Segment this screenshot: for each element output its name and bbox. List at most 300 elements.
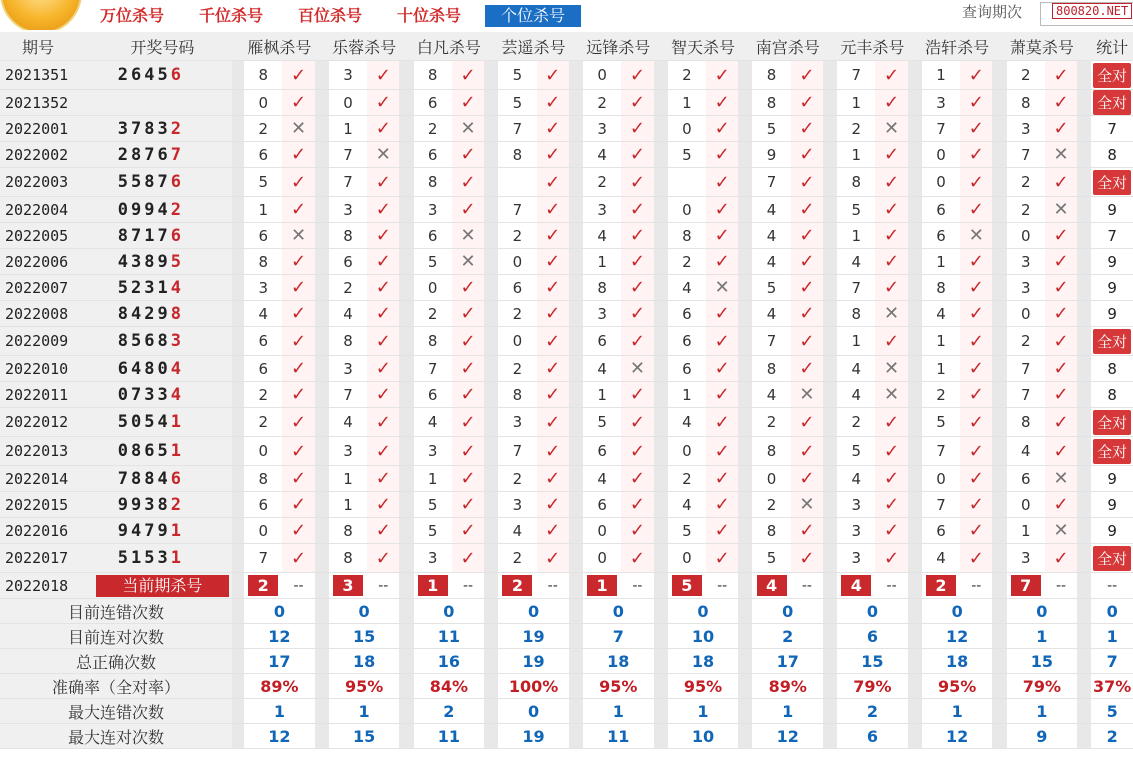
summary-value: 15 (329, 624, 400, 649)
correct-mark-icon (875, 544, 907, 573)
site-logo[interactable] (0, 0, 82, 30)
column-gap (315, 466, 329, 492)
summary-value: 0 (498, 599, 569, 624)
period-cell: 2022003 (0, 168, 93, 197)
column-gap (908, 437, 922, 466)
kill-number-cell: 7 (329, 142, 367, 168)
check-icon: ✓ (629, 303, 645, 324)
correct-mark-icon (875, 518, 907, 544)
kill-number-cell: 1 (837, 223, 875, 249)
kill-number-cell: 7 (414, 356, 452, 382)
header-period: 期号 (0, 32, 93, 61)
column-gap (654, 301, 668, 327)
correct-mark-icon (621, 168, 653, 197)
column-gap (569, 674, 583, 699)
correct-mark-icon (621, 382, 653, 408)
header-expert[interactable]: 乐蓉杀号 (329, 32, 400, 61)
tab-shi-kill[interactable]: 十位杀号 (397, 6, 462, 25)
check-icon: ✓ (460, 411, 476, 433)
column-gap (823, 223, 837, 249)
check-icon: ✓ (884, 440, 900, 462)
column-gap (315, 599, 329, 624)
check-icon: ✓ (968, 440, 984, 462)
column-gap (738, 649, 752, 674)
summary-value: 0 (414, 599, 485, 624)
draw-number-cell (93, 327, 232, 356)
cross-icon: ✕ (629, 358, 645, 379)
check-icon: ✓ (799, 411, 815, 433)
wrong-mark-icon (1045, 466, 1077, 492)
column-gap (569, 197, 583, 223)
all-correct-badge[interactable]: 全对 (1093, 329, 1131, 354)
column-gap (992, 356, 1006, 382)
correct-mark-icon (875, 275, 907, 301)
column-gap (823, 518, 837, 544)
correct-mark-icon (452, 197, 484, 223)
period-cell: 2022013 (0, 437, 93, 466)
column-gap (232, 116, 244, 142)
column-gap (992, 249, 1006, 275)
tab-ge-kill[interactable]: 个位杀号 (485, 5, 581, 27)
summary-value: 84% (414, 674, 485, 699)
kill-number-cell: 3 (329, 437, 367, 466)
correct-mark-icon (791, 356, 823, 382)
summary-row (0, 674, 1133, 699)
check-icon: ✓ (884, 251, 900, 272)
column-gap (908, 544, 922, 573)
column-gap (823, 275, 837, 301)
header-expert[interactable]: 元丰杀号 (837, 32, 908, 61)
summary-value: 79% (837, 674, 908, 699)
check-icon: ✓ (375, 440, 391, 462)
correct-mark-icon (367, 382, 399, 408)
kill-number-cell: 6 (414, 142, 452, 168)
column-gap (569, 599, 583, 624)
column-gap (1077, 356, 1091, 382)
correct-mark-icon (1045, 301, 1077, 327)
correct-mark-icon (706, 408, 738, 437)
tab-qian-kill[interactable]: 千位杀号 (199, 6, 264, 25)
check-icon: ✓ (460, 64, 476, 86)
check-icon: ✓ (1053, 64, 1069, 86)
kill-number-cell: 1 (244, 197, 282, 223)
cross-icon: ✕ (884, 118, 900, 139)
check-icon: ✓ (884, 330, 900, 352)
stat-cell: 8 (1091, 142, 1133, 168)
all-correct-badge[interactable]: 全对 (1093, 546, 1131, 571)
kill-number-cell: 7 (1007, 142, 1045, 168)
kill-number-cell: 5 (752, 116, 790, 142)
correct-mark-icon (367, 197, 399, 223)
check-icon: ✓ (375, 494, 391, 515)
column-gap (908, 492, 922, 518)
kill-number-cell: 6 (668, 356, 706, 382)
summary-value-total: 1 (1091, 624, 1133, 649)
check-icon: ✓ (460, 520, 476, 541)
kill-number-cell: 3 (837, 518, 875, 544)
draw-number-digits: 9938 (117, 494, 171, 515)
header-expert[interactable]: 南宫杀号 (752, 32, 823, 61)
correct-mark-icon (791, 466, 823, 492)
table-row (0, 492, 1133, 518)
check-icon: ✓ (714, 171, 730, 193)
correct-mark-icon (791, 301, 823, 327)
check-icon: ✓ (460, 171, 476, 193)
correct-mark-icon (282, 492, 314, 518)
correct-mark-icon (706, 327, 738, 356)
stat-cell: 9 (1091, 197, 1133, 223)
correct-mark-icon (706, 518, 738, 544)
kill-number-cell: 2 (498, 223, 536, 249)
correct-mark-icon (960, 492, 992, 518)
kill-number-cell: 3 (1007, 116, 1045, 142)
check-icon: ✓ (291, 144, 307, 165)
current-kill-button[interactable]: 当前期杀号 (96, 575, 229, 597)
correct-mark-icon (875, 437, 907, 466)
check-icon: ✓ (799, 225, 815, 246)
kill-number-cell: 3 (329, 197, 367, 223)
table-row (0, 466, 1133, 492)
check-icon: ✓ (714, 303, 730, 324)
correct-mark-icon (452, 142, 484, 168)
column-gap (232, 674, 244, 699)
check-icon: ✓ (291, 64, 307, 86)
correct-mark-icon (452, 437, 484, 466)
stat-cell: 8 (1091, 356, 1133, 382)
kill-number-cell: 4 (752, 301, 790, 327)
wrong-mark-icon (1045, 197, 1077, 223)
column-gap (315, 168, 329, 197)
kill-number-cell: 1 (922, 249, 960, 275)
column-gap (232, 301, 244, 327)
check-icon: ✓ (375, 118, 391, 139)
check-icon: ✓ (714, 92, 730, 113)
stat-cell (1091, 408, 1133, 437)
check-icon: ✓ (884, 199, 900, 220)
check-icon: ✓ (545, 411, 561, 433)
column-gap (484, 518, 498, 544)
check-icon: ✓ (714, 358, 730, 379)
column-gap (992, 142, 1006, 168)
kill-number-cell: 6 (244, 223, 282, 249)
column-gap (992, 168, 1006, 197)
column-gap (992, 724, 1006, 749)
summary-label: 总正确次数 (0, 649, 232, 674)
column-gap (232, 61, 244, 90)
kill-number-cell: 1 (668, 382, 706, 408)
correct-mark-icon (960, 544, 992, 573)
column-gap (738, 492, 752, 518)
correct-mark-icon (537, 223, 569, 249)
column-gap (908, 90, 922, 116)
column-gap (738, 544, 752, 573)
correct-mark-icon (621, 61, 653, 90)
column-gap (823, 142, 837, 168)
cross-icon: ✕ (460, 118, 476, 139)
cross-icon: ✕ (291, 118, 307, 139)
column-gap (569, 408, 583, 437)
column-gap (1077, 61, 1091, 90)
kill-number-cell: 6 (1007, 466, 1045, 492)
column-gap (823, 624, 837, 649)
summary-value: 12 (922, 724, 993, 749)
check-icon: ✓ (545, 494, 561, 515)
draw-number-last-digit: 6 (170, 172, 184, 192)
tab-bai-kill[interactable]: 百位杀号 (298, 6, 363, 25)
stat-cell (1091, 168, 1133, 197)
check-icon: ✓ (629, 520, 645, 541)
kill-number-cell: 1 (668, 90, 706, 116)
column-gap (484, 674, 498, 699)
all-correct-badge[interactable]: 全对 (1093, 439, 1131, 464)
stat-cell (1091, 327, 1133, 356)
period-cell: 2022016 (0, 518, 93, 544)
kill-number-cell: 3 (1007, 275, 1045, 301)
column-gap (315, 674, 329, 699)
site-watermark: 800820.NET (1052, 3, 1132, 19)
column-gap (232, 90, 244, 116)
summary-row (0, 599, 1133, 624)
check-icon: ✓ (375, 199, 391, 220)
column-gap (484, 197, 498, 223)
check-icon: ✓ (714, 144, 730, 165)
summary-value: 18 (329, 649, 400, 674)
kill-number-cell: 5 (583, 408, 621, 437)
summary-value-total: 5 (1091, 699, 1133, 724)
check-icon: ✓ (460, 358, 476, 379)
column-gap (654, 61, 668, 90)
table-row (0, 223, 1133, 249)
kill-number-cell: 4 (837, 356, 875, 382)
column-gap (232, 249, 244, 275)
kill-number-cell: 1 (583, 382, 621, 408)
check-icon: ✓ (375, 277, 391, 298)
correct-mark-icon (537, 142, 569, 168)
kill-number-cell: 1 (922, 327, 960, 356)
check-icon: ✓ (375, 547, 391, 569)
kill-number-cell: 2 (498, 301, 536, 327)
check-icon: ✓ (629, 547, 645, 569)
kill-number-cell: 8 (414, 327, 452, 356)
correct-mark-icon (706, 90, 738, 116)
check-icon: ✓ (968, 199, 984, 220)
current-kill-cell (752, 573, 790, 599)
check-icon: ✓ (629, 411, 645, 433)
cross-icon: ✕ (799, 494, 815, 515)
check-icon: ✓ (968, 171, 984, 193)
column-gap (823, 249, 837, 275)
column-gap (908, 168, 922, 197)
kill-number-cell: 0 (583, 61, 621, 90)
kill-number-cell: 7 (752, 168, 790, 197)
column-gap (569, 168, 583, 197)
table-row (0, 327, 1133, 356)
column-gap (992, 382, 1006, 408)
summary-value: 0 (1007, 599, 1078, 624)
kill-number-cell: 8 (1007, 90, 1045, 116)
column-gap (992, 275, 1006, 301)
tab-wan-kill[interactable]: 万位杀号 (100, 6, 165, 25)
check-icon: ✓ (714, 251, 730, 272)
draw-number-cell (93, 382, 232, 408)
summary-value: 18 (583, 649, 654, 674)
kill-number-cell: 8 (414, 168, 452, 197)
check-icon: ✓ (460, 92, 476, 113)
correct-mark-icon (875, 197, 907, 223)
kill-number-cell: 1 (837, 90, 875, 116)
column-gap (1077, 327, 1091, 356)
check-icon: ✓ (375, 251, 391, 272)
correct-mark-icon (875, 142, 907, 168)
kill-number-cell: 8 (837, 301, 875, 327)
current-kill-cell (244, 573, 282, 599)
summary-value: 1 (752, 699, 823, 724)
kill-number-cell: 3 (1007, 249, 1045, 275)
header-expert[interactable]: 白凡杀号 (414, 32, 485, 61)
column-gap (738, 699, 752, 724)
summary-value: 0 (752, 599, 823, 624)
period-cell: 2022005 (0, 223, 93, 249)
column-gap (823, 649, 837, 674)
draw-number-cell (93, 437, 232, 466)
correct-mark-icon (1045, 544, 1077, 573)
check-icon: ✓ (714, 118, 730, 139)
header-expert[interactable]: 萧莫杀号 (1007, 32, 1078, 61)
correct-mark-icon (960, 142, 992, 168)
draw-number-cell (93, 142, 232, 168)
period-cell: 2022015 (0, 492, 93, 518)
kill-number-cell: 1 (329, 492, 367, 518)
period-cell: 2022010 (0, 356, 93, 382)
kill-number-cell: 3 (583, 116, 621, 142)
check-icon: ✓ (714, 547, 730, 569)
correct-mark-icon (706, 466, 738, 492)
correct-mark-icon (537, 168, 569, 197)
kill-number-cell: 4 (414, 408, 452, 437)
draw-number-digits: 5054 (117, 412, 171, 432)
check-icon: ✓ (460, 494, 476, 515)
kill-number-cell: 4 (922, 544, 960, 573)
draw-number-last-digit: 3 (170, 331, 184, 351)
kill-number-cell: 4 (498, 518, 536, 544)
check-icon: ✓ (629, 468, 645, 489)
correct-mark-icon (875, 466, 907, 492)
check-icon: ✓ (968, 118, 984, 139)
column-gap (738, 275, 752, 301)
header-expert[interactable]: 远锋杀号 (583, 32, 654, 61)
check-icon: ✓ (799, 547, 815, 569)
column-gap (315, 142, 329, 168)
correct-mark-icon (1045, 168, 1077, 197)
check-icon: ✓ (1053, 358, 1069, 379)
summary-value: 1 (583, 699, 654, 724)
cross-icon: ✕ (375, 144, 391, 165)
column-gap (399, 466, 413, 492)
kill-number-cell: 3 (329, 356, 367, 382)
summary-value: 11 (414, 724, 485, 749)
all-correct-badge[interactable]: 全对 (1093, 410, 1131, 435)
current-kill-number: 2 (926, 575, 956, 596)
column-gap (908, 301, 922, 327)
draw-number-cell (93, 168, 232, 197)
check-icon: ✓ (714, 520, 730, 541)
summary-value: 0 (244, 599, 315, 624)
column-gap (738, 249, 752, 275)
pending-mark: -- (537, 573, 569, 599)
period-cell: 2022004 (0, 197, 93, 223)
kill-number-cell: 7 (922, 492, 960, 518)
all-correct-badge[interactable]: 全对 (1093, 170, 1131, 195)
correct-mark-icon (282, 168, 314, 197)
stat-cell (1091, 544, 1133, 573)
column-gap (399, 492, 413, 518)
kill-number-cell: 2 (244, 382, 282, 408)
column-gap (315, 573, 329, 599)
kill-number-cell: 8 (329, 544, 367, 573)
draw-number-cell (93, 408, 232, 437)
check-icon: ✓ (375, 303, 391, 324)
header-expert[interactable]: 芸遥杀号 (498, 32, 569, 61)
check-icon: ✓ (291, 547, 307, 569)
kill-number-cell: 8 (837, 168, 875, 197)
column-gap (738, 599, 752, 624)
cross-icon: ✕ (460, 251, 476, 272)
all-correct-badge[interactable]: 全对 (1093, 90, 1131, 115)
column-gap (399, 699, 413, 724)
draw-number-last-digit: 4 (170, 384, 184, 405)
column-gap (484, 466, 498, 492)
correct-mark-icon (282, 249, 314, 275)
stat-cell: 9 (1091, 249, 1133, 275)
summary-value: 95% (583, 674, 654, 699)
table-row (0, 142, 1133, 168)
column-gap (908, 674, 922, 699)
column-gap (315, 275, 329, 301)
current-kill-number: 1 (418, 575, 448, 596)
stat-cell (1091, 61, 1133, 90)
kill-number-cell: 6 (414, 223, 452, 249)
kill-number-cell: 8 (922, 275, 960, 301)
correct-mark-icon (537, 327, 569, 356)
kill-number-cell: 0 (752, 466, 790, 492)
kill-number-cell: 0 (244, 437, 282, 466)
check-icon: ✓ (884, 171, 900, 193)
check-icon: ✓ (968, 411, 984, 433)
column-gap (654, 197, 668, 223)
summary-value: 95% (922, 674, 993, 699)
column-gap (399, 249, 413, 275)
kill-number-cell (668, 168, 706, 197)
summary-label: 目前连对次数 (0, 624, 232, 649)
header-expert[interactable]: 智天杀号 (668, 32, 739, 61)
draw-number-digits: 0994 (117, 199, 171, 220)
check-icon: ✓ (545, 520, 561, 541)
summary-value: 100% (498, 674, 569, 699)
column-gap (569, 649, 583, 674)
correct-mark-icon (1045, 223, 1077, 249)
check-icon: ✓ (884, 277, 900, 298)
kill-number-cell: 4 (752, 382, 790, 408)
check-icon: ✓ (799, 118, 815, 139)
header-expert[interactable]: 浩轩杀号 (922, 32, 993, 61)
wrong-mark-icon (875, 356, 907, 382)
current-kill-number: 4 (841, 575, 871, 596)
summary-value: 2 (837, 699, 908, 724)
header-expert[interactable]: 雁枫杀号 (244, 32, 315, 61)
kill-number-cell: 2 (668, 61, 706, 90)
all-correct-badge[interactable]: 全对 (1093, 63, 1131, 88)
summary-value: 79% (1007, 674, 1078, 699)
